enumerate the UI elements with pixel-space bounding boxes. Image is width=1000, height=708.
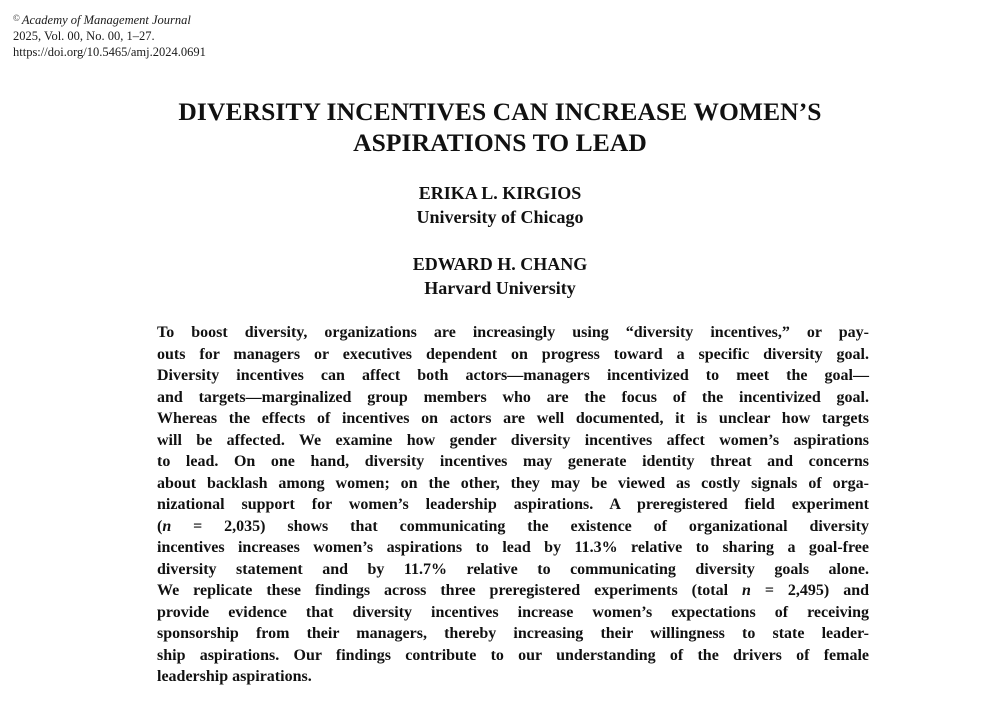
title-line: DIVERSITY INCENTIVES CAN INCREASE WOMEN’S [178,97,822,126]
abstract-line: We replicate these findings across three preregistered experiments (total n = 2,495) and [157,582,869,599]
abstract-line: nizational support for women’s leadership aspirations. A preregistered field experiment [157,496,869,513]
copyright-symbol: © [13,13,20,23]
abstract [157,322,869,688]
journal-name-line [13,10,206,28]
article-title [0,96,1000,158]
author-block [0,252,1000,300]
journal-masthead [13,10,206,60]
author-block [0,181,1000,229]
abstract-line: (n = 2,035) shows that communicating the existence of organizational diversity [157,517,869,535]
abstract-line: leadership aspirations. [157,668,312,685]
author-affiliation: University of Chicago [416,207,584,227]
doi-link[interactable]: https://doi.org/10.5465/amj.2024.0691 [13,45,206,59]
abstract-line: To boost diversity, organizations are increasingly using “diversity incentives,” or pay- [157,324,869,341]
volume-line: 2025, Vol. 00, No. 00, 1–27. [13,29,155,43]
abstract-line: diversity statement and by 11.7% relative to communicating diversity goals alone. [157,560,869,578]
abstract-line: about backlash among women; on the other, they may be viewed as costly signals of orga- [157,474,869,492]
abstract-line: will be affected. We examine how gender diversity incentives affect women’s aspirations [157,431,869,449]
abstract-line: Whereas the effects of incentives on actors are well documented, it is unclear how targets [157,410,869,427]
abstract-line: outs for managers or executives dependent on progress toward a specific diversity goal. [157,345,869,363]
abstract-line: incentives increases women’s aspirations to lead by 11.3% relative to sharing a goal-free [157,539,869,556]
abstract-line: Diversity incentives can affect both actors—managers incentivized to meet the goal— [157,367,869,384]
author-name: ERIKA L. KIRGIOS [418,183,582,203]
abstract-line: sponsorship from their managers, thereby increasing their willingness to state leader- [157,625,869,642]
author-name: EDWARD H. CHANG [412,254,588,274]
abstract-line: provide evidence that diversity incentives increase women’s expectations of receiving [157,603,869,621]
abstract-line: and targets—marginalized group members who are the focus of the incentivized goal. [157,388,869,406]
title-line: ASPIRATIONS TO LEAD [353,128,647,157]
author-affiliation: Harvard University [424,278,576,298]
abstract-line: ship aspirations. Our findings contribute to our understanding of the drivers of female [157,646,869,664]
journal-name: Academy of Management Journal [21,13,191,27]
abstract-line: to lead. On one hand, diversity incentives may generate identity threat and concerns [157,453,869,470]
